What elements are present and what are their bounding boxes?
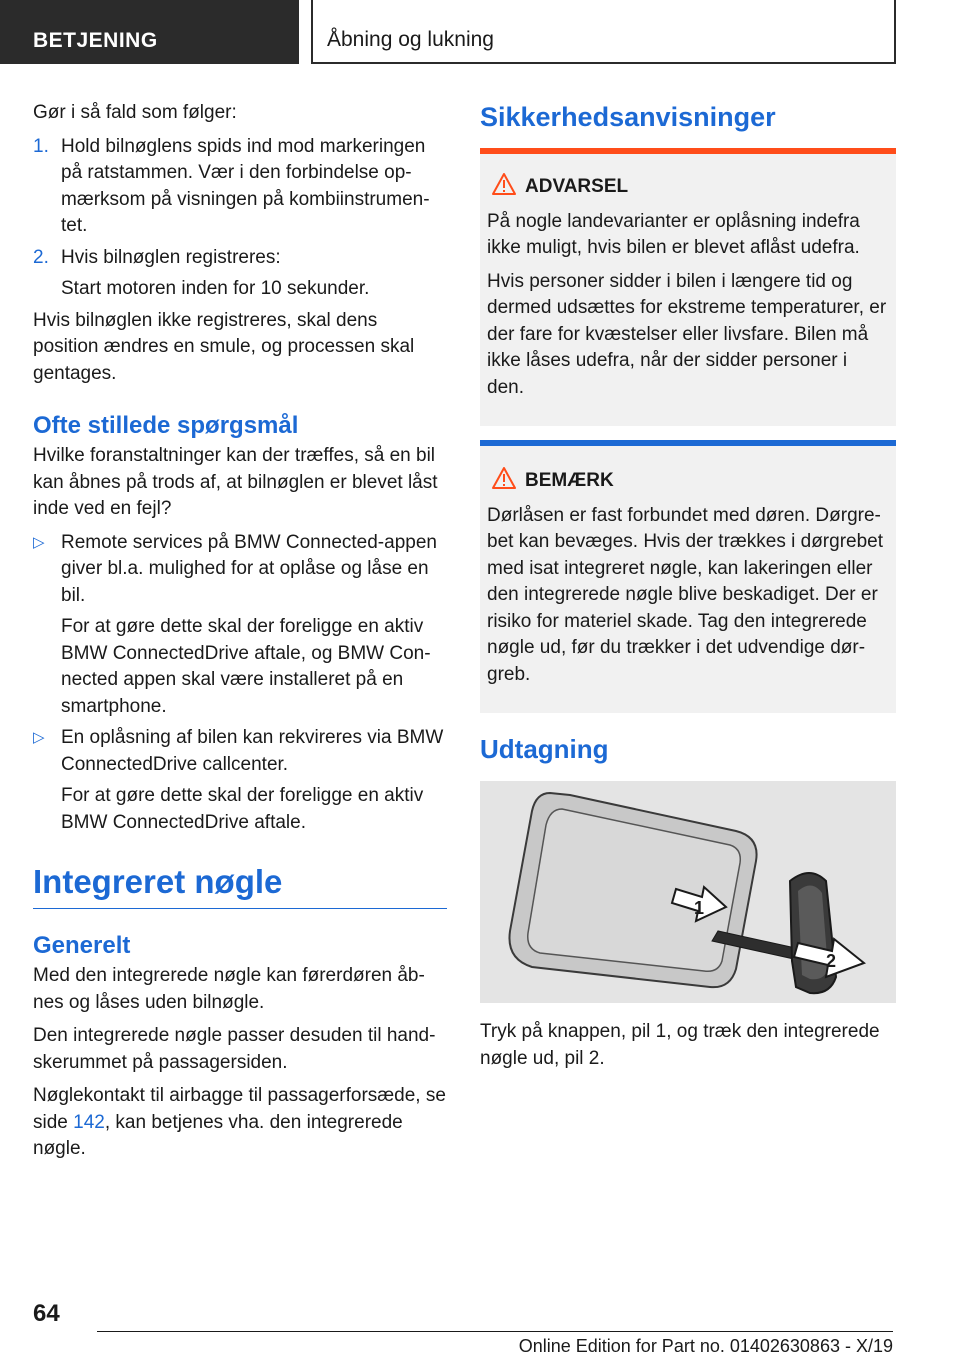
text-segment: , kan betjenes vha. den integrerede nøgle. [33,1111,403,1159]
chapter-header [311,0,896,64]
bullet-item [33,725,447,778]
warning-paragraph: Hvis personer sidder i bilen i længere tid og dermed udsættes for ekstreme temperaturer, er der fare for kvæstelser eller livsfare. Bilen må ikke låses udefra, når der sidder personer i den. [487,270,887,398]
section-title: BETJENING [33,29,158,52]
intro-text: Gør i så fald som følger: [33,102,237,123]
arrow-2-label: 2 [826,951,837,971]
key-removal-illustration [480,781,896,1003]
figure-caption: Tryk på knappen, pil 1, og træk den integrerede nøgle ud, pil 2. [480,1021,880,1069]
page-link[interactable]: 142 [73,1111,105,1133]
step-subtext: Start motoren inden for 10 sekunder. [61,278,370,299]
integrated-key-heading: Integreret nøgle [33,863,283,900]
general-paragraph: Med den integrerede nøgle kan førerdøren åbnes og låses uden bilnøgle. [33,965,425,1013]
chapter-title: Åbning og lukning [327,28,494,51]
footer-edition: Online Edition for Part no. 01402630863 - X/19 [97,1331,893,1357]
note-title-text: BEMÆRK [525,470,614,491]
h1-container [33,862,447,909]
faq-heading: Ofte stillede spørgsmål [33,412,299,439]
warning-title-text: ADVARSEL [525,176,629,197]
general-paragraph [33,1083,447,1163]
bullet-text: En oplåsning af bilen kan rekvireres via BMW ConnectedDrive callcenter. [61,727,444,775]
warning-box [480,148,896,426]
step-number: 1. [33,135,49,157]
page-number: 64 [33,1300,60,1327]
left-column [33,100,447,1170]
bullet-subtext: For at gøre dette skal der foreligge en aktiv BMW ConnectedDrive aftale. [61,785,424,833]
warning-paragraph: På nogle landevarianter er oplåsning indefra ikke muligt, hvis bilen er blevet aflåst udefra. [487,210,860,258]
faq-question: Hvilke foranstaltninger kan der træffes, så en bil kan åbnes på trods af, at bilnøglen er blevet låst inde ved en fejl? [33,445,438,519]
note-box [480,440,896,713]
note-paragraph: Dørlåsen er fast forbundet med døren. Dørgrebet kan bevæges. Hvis der trækkes i dørgrebet med isat integreret nøgle, kan lakeringen eller den integrerede nøgle blive beskadiget. Der er risiko for materiel skade. Tag den integrerede nøgle ud, før du trækker i det udvendige dørgreb. [487,504,884,685]
step-number: 2. [33,246,49,268]
removal-heading: Udtagning [480,734,609,764]
safety-heading: Sikkerhedsanvisninger [480,102,776,132]
warning-triangle-icon [491,172,517,196]
key-illustration-svg [480,781,896,1003]
general-heading: Generelt [33,932,131,959]
bullet-item [33,530,447,610]
general-paragraph: Den integrerede nøgle passer desuden til handskerummet på passagersiden. [33,1025,436,1073]
note-title [487,468,888,495]
triangle-bullet-icon: ▷ [33,729,45,746]
step-item [33,134,447,240]
caution-triangle-icon [491,466,517,490]
step-item [33,245,447,272]
warning-title [487,174,888,201]
right-column [480,100,896,1079]
triangle-bullet-icon: ▷ [33,533,45,551]
step-text: Hold bilnøglens spids ind mod markeringen på ratstammen. Vær i den forbindelse opmærksom på visningen på kombiinstrumentet. [61,135,430,236]
text-segment: Nøglekontakt til airbagge til passagerforsæde, se side [33,1085,446,1133]
step-text: Hvis bilnøglen registreres: [61,246,281,268]
arrow-1-label: 1 [694,898,705,918]
after-steps-text: Hvis bilnøglen ikke registreres, skal dens position ændres en smule, og processen skal gentages. [33,309,415,384]
bullet-subtext: For at gøre dette skal der foreligge en aktiv BMW ConnectedDrive aftale, og BMW Connected appen skal være installeret på en smartphone. [61,616,431,717]
section-tab [0,0,299,64]
bullet-text: Remote services på BMW Connected-appen giver bl.a. mulighed for at oplåse og låse en bil. [61,531,437,606]
